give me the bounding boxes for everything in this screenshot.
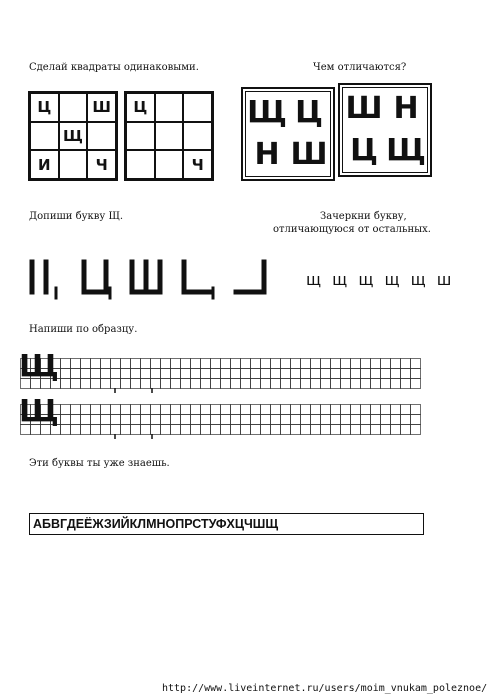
grid-cell: [91, 359, 101, 369]
instruction-write-sample: Напиши по образцу.: [29, 324, 138, 335]
compare-box-left: [241, 87, 335, 181]
grid-cell: [331, 425, 341, 435]
grid-cell: [121, 415, 131, 425]
grid-cell: [181, 359, 191, 369]
grid-cell: [211, 369, 221, 379]
grid-cell: [401, 359, 411, 369]
grid-cell: [191, 425, 201, 435]
footer-url: http://www.liveinternet.ru/users/moim_vnukam_poleznoe/: [162, 683, 488, 694]
grid-cell: [61, 379, 71, 389]
grid-cell: [201, 379, 211, 389]
grid-cell: [241, 369, 251, 379]
grid-cell: [291, 359, 301, 369]
grid-cell: [271, 359, 281, 369]
square-cell: [59, 150, 88, 179]
grid-cell: [341, 369, 351, 379]
grid-cell: [331, 405, 341, 415]
grid-cell: [121, 359, 131, 369]
grid-cell: [111, 369, 121, 379]
grid-cell: [311, 359, 321, 369]
grid-cell: [311, 415, 321, 425]
grid-cell: [201, 425, 211, 435]
grid-cell: [211, 425, 221, 435]
grid-cell: [241, 379, 251, 389]
grid-cell: [311, 369, 321, 379]
grid-cell: [261, 359, 271, 369]
square-cell: [87, 122, 116, 151]
grid-cell: [361, 369, 371, 379]
grid-cell: [171, 415, 181, 425]
grid-cell: [321, 369, 331, 379]
grid-cell: [61, 415, 71, 425]
grid-cell: [141, 359, 151, 369]
grid-cell: [331, 379, 341, 389]
grid-cell: [341, 359, 351, 369]
grid-cell: [111, 425, 121, 435]
grid-cell: [291, 379, 301, 389]
grid-cell: [321, 425, 331, 435]
instruction-differences: Чем отличаются?: [313, 62, 407, 73]
grid-cell: [221, 415, 231, 425]
grid-cell: [161, 405, 171, 415]
grid-cell: [81, 359, 91, 369]
writing-practice-grid: [19, 349, 430, 439]
square-cell: [155, 150, 184, 179]
grid-cell: [101, 425, 111, 435]
grid-cell: [161, 379, 171, 389]
grid-cell: [201, 359, 211, 369]
letter-square-right: [124, 91, 214, 181]
grid-cell: [341, 379, 351, 389]
grid-cell: [231, 425, 241, 435]
grid-cell: [181, 415, 191, 425]
grid-cell: [201, 415, 211, 425]
partial-letters: [26, 258, 276, 300]
grid-cell: [371, 379, 381, 389]
grid-cell: [351, 405, 361, 415]
grid-cell: [371, 425, 381, 435]
grid-cell: [231, 369, 241, 379]
grid-cell: [351, 425, 361, 435]
grid-cell: [391, 379, 401, 389]
grid-cell: [121, 369, 131, 379]
compare-box-right: [338, 83, 432, 177]
grid-cell: [361, 405, 371, 415]
grid-cell: [161, 425, 171, 435]
grid-cell: [91, 369, 101, 379]
grid-cell: [321, 379, 331, 389]
grid-cell: [171, 369, 181, 379]
grid-cell: [261, 425, 271, 435]
grid-cell: [171, 379, 181, 389]
square-cell: [155, 93, 184, 122]
grid-cell: [191, 405, 201, 415]
grid-cell: [211, 415, 221, 425]
grid-cell: [341, 415, 351, 425]
grid-cell: [151, 359, 161, 369]
square-cell: [126, 150, 155, 179]
sample-letter-row2: Щ: [19, 394, 59, 429]
grid-cell: [71, 405, 81, 415]
instruction-known-letters: Эти буквы ты уже знаешь.: [29, 458, 170, 469]
compare-letter: Ц: [350, 133, 378, 168]
grid-cell: [151, 415, 161, 425]
grid-cell: [331, 359, 341, 369]
grid-cell: [301, 415, 311, 425]
grid-cell: [241, 425, 251, 435]
grid-cell: [111, 359, 121, 369]
grid-cell: [351, 369, 361, 379]
grid-cell: [281, 415, 291, 425]
grid-cell: [281, 425, 291, 435]
grid-cell: [371, 415, 381, 425]
compare-letter: Ш: [290, 137, 328, 172]
grid-cell: [271, 405, 281, 415]
letter-square-left: [28, 91, 118, 181]
grid-cell: [91, 379, 101, 389]
alphabet-strip: АБВГДЕЁЖЗИЙКЛМНОПРСТУФХЦЧШЩ: [29, 513, 424, 535]
square-cell: Ч: [183, 150, 212, 179]
grid-cell: [131, 425, 141, 435]
grid-cell: [301, 359, 311, 369]
grid-cell: [271, 425, 281, 435]
grid-cell: [341, 405, 351, 415]
grid-cell: [131, 405, 141, 415]
grid-cell: [231, 405, 241, 415]
grid-cell: [221, 405, 231, 415]
grid-cell: [121, 405, 131, 415]
grid-cell: [221, 359, 231, 369]
grid-cell: [371, 359, 381, 369]
grid-cell: [101, 359, 111, 369]
grid-cell: [121, 425, 131, 435]
grid-cell: [251, 369, 261, 379]
grid-cell: [171, 359, 181, 369]
grid-cell: [381, 415, 391, 425]
compare-letter: Щ: [386, 133, 426, 168]
grid-cell: [301, 369, 311, 379]
square-cell: Ц: [126, 93, 155, 122]
grid-cell: [391, 405, 401, 415]
grid-cell: [141, 369, 151, 379]
grid-cell: [61, 359, 71, 369]
partial-letter-3-stroke: [132, 262, 160, 292]
grid-cell: [261, 415, 271, 425]
grid-cell: [91, 415, 101, 425]
grid-cell: [381, 369, 391, 379]
grid-cell: [71, 425, 81, 435]
grid-cell: [371, 369, 381, 379]
square-cell: [126, 122, 155, 151]
grid-cell: [361, 425, 371, 435]
grid-cell: [221, 425, 231, 435]
grid-cell: [191, 359, 201, 369]
grid-cell: [261, 369, 271, 379]
grid-cell: [281, 359, 291, 369]
square-cell: [155, 122, 184, 151]
grid-cell: [351, 359, 361, 369]
grid-cell: [221, 369, 231, 379]
grid-cell: [241, 359, 251, 369]
sample-letter-row1: Щ: [19, 349, 59, 384]
grid-cell: [151, 379, 161, 389]
grid-cell: [81, 425, 91, 435]
grid-cell: [251, 425, 261, 435]
grid-cell: [181, 405, 191, 415]
grid-cell: [161, 359, 171, 369]
grid-cell: [291, 415, 301, 425]
grid-cell: [141, 405, 151, 415]
grid-cell: [181, 369, 191, 379]
grid-cell: [381, 405, 391, 415]
grid-cell: [131, 379, 141, 389]
grid-cell: [321, 359, 331, 369]
grid-cell: [411, 415, 421, 425]
grid-cell: [111, 379, 121, 389]
grid-cell: [141, 425, 151, 435]
grid-cell: [381, 379, 391, 389]
compare-letter: Ц: [295, 95, 323, 130]
grid-cell: [131, 415, 141, 425]
grid-cell: [291, 405, 301, 415]
grid-cell: [411, 425, 421, 435]
grid-cell: [141, 379, 151, 389]
grid-cell: [231, 359, 241, 369]
grid-cell: [61, 425, 71, 435]
grid-cell: [331, 369, 341, 379]
grid-cell: [111, 415, 121, 425]
square-cell: [30, 122, 59, 151]
grid-cell: [311, 425, 321, 435]
grid-cell: [291, 425, 301, 435]
grid-cell: [361, 359, 371, 369]
grid-cell: [241, 405, 251, 415]
grid-cell: [281, 379, 291, 389]
grid-cell: [371, 405, 381, 415]
grid-cell: [311, 405, 321, 415]
grid-cell: [251, 415, 261, 425]
grid-cell: [81, 405, 91, 415]
grid-cell: [331, 415, 341, 425]
odd-letter-row: щ щ щ щ щ ш: [306, 270, 455, 289]
grid-cell: [361, 415, 371, 425]
grid-cell: [271, 415, 281, 425]
square-cell: [59, 93, 88, 122]
grid-cell: [271, 369, 281, 379]
grid-cell: [151, 425, 161, 435]
grid-cell: [401, 369, 411, 379]
grid-cell: [391, 359, 401, 369]
grid-cell: [241, 415, 251, 425]
grid-cell: [311, 379, 321, 389]
grid-cell: [191, 369, 201, 379]
grid-cell: [71, 369, 81, 379]
grid-cell: [131, 369, 141, 379]
grid-cell: [81, 379, 91, 389]
grid-cell: [71, 359, 81, 369]
grid-cell: [391, 425, 401, 435]
instruction-make-same: Сделай квадраты одинаковыми.: [29, 62, 199, 73]
grid-cell: [351, 379, 361, 389]
grid-cell: [201, 369, 211, 379]
grid-cell: [191, 379, 201, 389]
square-cell: Щ: [59, 122, 88, 151]
grid-cell: [101, 379, 111, 389]
grid-cell: [411, 369, 421, 379]
grid-cell: [211, 359, 221, 369]
grid-cell: [281, 369, 291, 379]
grid-cell: [161, 415, 171, 425]
compare-letter: Н: [254, 137, 280, 172]
grid-cell: [211, 405, 221, 415]
grid-cell: [391, 369, 401, 379]
grid-cell: [401, 379, 411, 389]
grid-cell: [251, 379, 261, 389]
compare-letter: Ш: [345, 91, 383, 126]
grid-cell: [71, 379, 81, 389]
instruction-cross-out-2: отличающуюся от остальных.: [273, 224, 431, 235]
grid-cell: [341, 425, 351, 435]
grid-cell: [411, 405, 421, 415]
grid-cell: [151, 405, 161, 415]
grid-cell: [381, 425, 391, 435]
grid-cell: [61, 405, 71, 415]
grid-cell: [291, 369, 301, 379]
grid-cell: [381, 359, 391, 369]
grid-cell: [171, 405, 181, 415]
partial-letter-4-stroke: [184, 262, 210, 292]
grid-cell: [191, 415, 201, 425]
grid-cell: [81, 369, 91, 379]
grid-cell: [201, 405, 211, 415]
grid-cell: [81, 415, 91, 425]
instruction-cross-out-1: Зачеркни букву,: [320, 211, 407, 222]
grid-cell: [411, 359, 421, 369]
grid-cell: [101, 415, 111, 425]
grid-cell: [261, 405, 271, 415]
grid-cell: [231, 415, 241, 425]
grid-cell: [301, 425, 311, 435]
grid-cell: [411, 379, 421, 389]
grid-cell: [211, 379, 221, 389]
grid-cell: [71, 415, 81, 425]
grid-cell: [281, 405, 291, 415]
grid-cell: [121, 379, 131, 389]
square-cell: Ш: [87, 93, 116, 122]
instruction-finish-letter: Допиши букву Щ.: [29, 211, 124, 222]
grid-cell: [221, 379, 231, 389]
grid-cell: [161, 369, 171, 379]
square-cell: Ц: [30, 93, 59, 122]
grid-cell: [351, 415, 361, 425]
square-cell: [183, 122, 212, 151]
partial-letter-5-stroke: [236, 262, 264, 292]
partial-letter-2-stroke: [84, 262, 106, 292]
grid-cell: [301, 405, 311, 415]
grid-cell: [321, 415, 331, 425]
grid-cell: [141, 415, 151, 425]
grid-cell: [271, 379, 281, 389]
grid-cell: [251, 359, 261, 369]
square-cell: [183, 93, 212, 122]
compare-letter: Н: [393, 91, 419, 126]
grid-cell: [261, 379, 271, 389]
grid-cell: [151, 369, 161, 379]
grid-cell: [171, 425, 181, 435]
grid-cell: [251, 405, 261, 415]
grid-cell: [391, 415, 401, 425]
grid-cell: [181, 425, 191, 435]
grid-cell: [101, 405, 111, 415]
grid-cell: [361, 379, 371, 389]
grid-cell: [401, 425, 411, 435]
grid-cell: [91, 405, 101, 415]
grid-cell: [181, 379, 191, 389]
grid-cell: [321, 405, 331, 415]
grid-cell: [301, 379, 311, 389]
grid-cell: [401, 405, 411, 415]
compare-letter: Щ: [247, 95, 287, 130]
grid-cell: [401, 415, 411, 425]
square-cell: И: [30, 150, 59, 179]
grid-cell: [101, 369, 111, 379]
grid-cell: [131, 359, 141, 369]
square-cell: Ч: [87, 150, 116, 179]
grid-cell: [231, 379, 241, 389]
grid-cell: [91, 425, 101, 435]
grid-cell: [111, 405, 121, 415]
grid-cell: [61, 369, 71, 379]
